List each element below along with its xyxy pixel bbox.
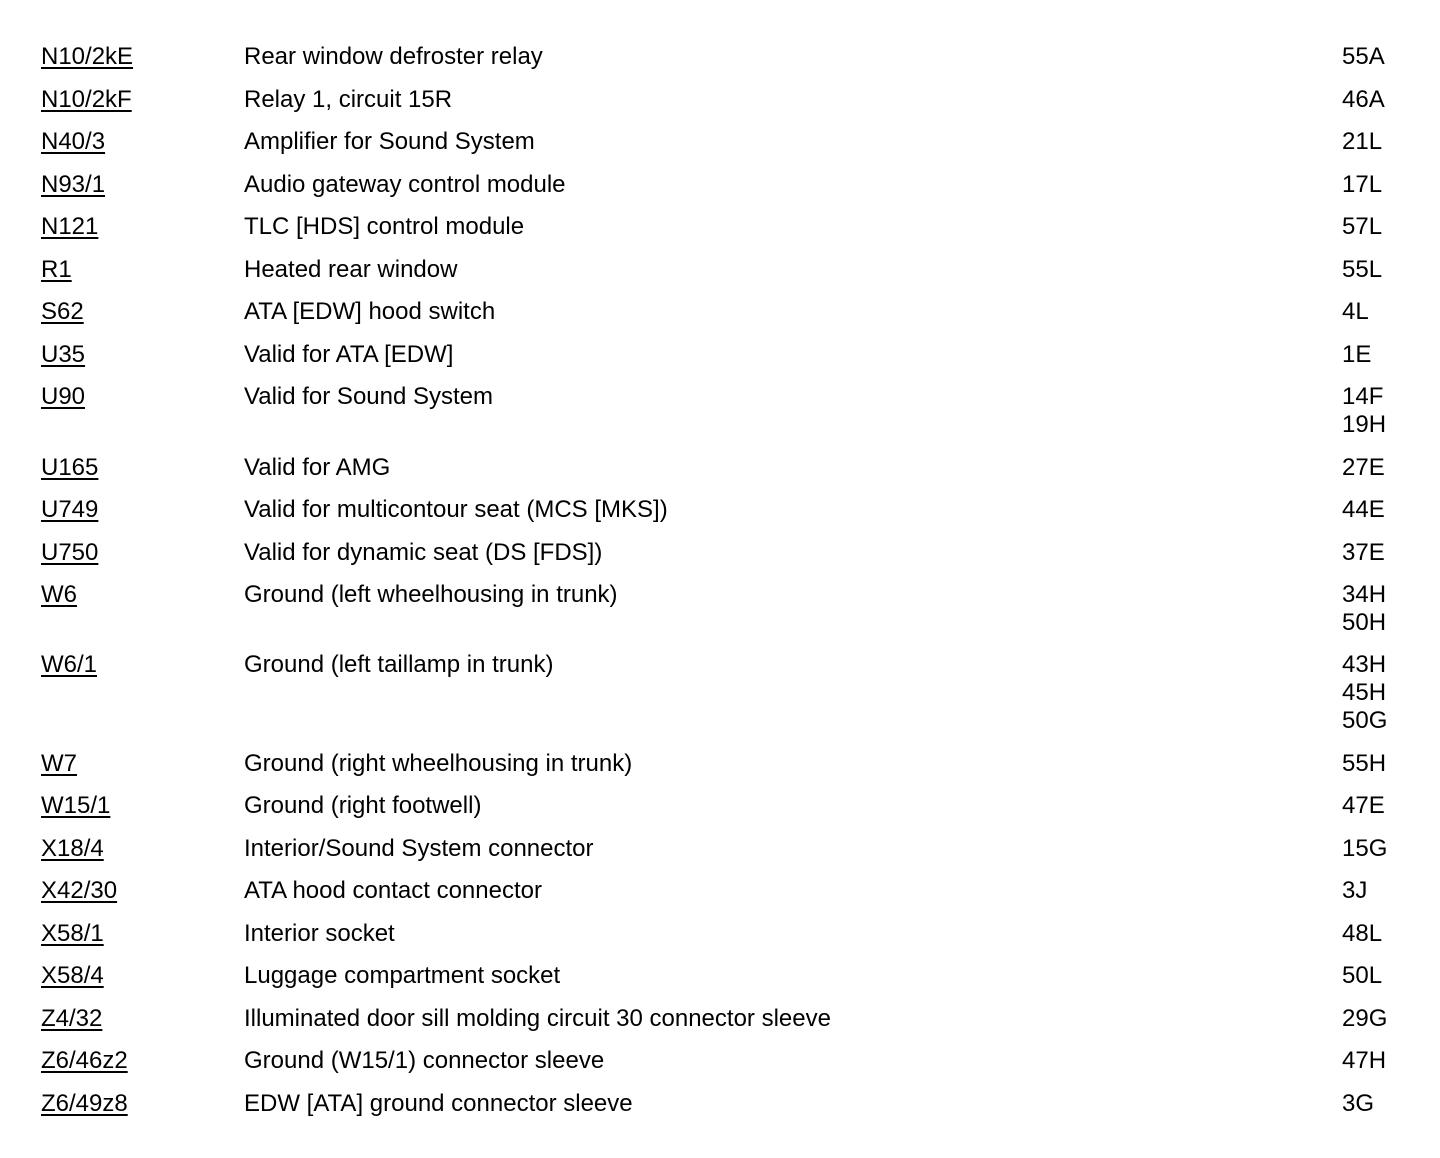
grid-reference: 21L (1342, 128, 1383, 155)
grid-references (1342, 341, 1371, 369)
grid-reference: 3J (1342, 877, 1368, 904)
grid-reference: 47E (1342, 792, 1385, 819)
component-description: Interior socket (244, 920, 395, 947)
grid-references (1342, 581, 1386, 637)
component-code-link[interactable]: U749 (41, 496, 99, 523)
component-code-link[interactable]: N10/2kF (41, 86, 132, 113)
grid-reference: 34H (1342, 581, 1387, 608)
component-description: ATA [EDW] hood switch (244, 298, 496, 325)
component-code-link[interactable]: W6 (41, 581, 77, 608)
grid-references (1342, 792, 1385, 820)
component-code-link[interactable]: U35 (41, 341, 86, 368)
component-code-link[interactable]: Z4/32 (41, 1005, 103, 1032)
component-description: Rear window defroster relay (244, 43, 543, 70)
grid-reference: 37E (1342, 539, 1385, 566)
grid-reference: 55L (1342, 256, 1383, 283)
component-code-link[interactable]: U90 (41, 383, 86, 410)
grid-references (1342, 43, 1385, 71)
grid-references (1342, 539, 1385, 567)
component-code-link[interactable]: W15/1 (41, 792, 111, 819)
component-code-link[interactable]: U165 (41, 454, 99, 481)
component-description: Valid for AMG (244, 454, 391, 481)
grid-references (1342, 171, 1382, 199)
grid-references (1342, 86, 1385, 114)
grid-references (1342, 877, 1367, 905)
grid-reference: 4L (1342, 298, 1369, 325)
component-description: Ground (W15/1) connector sleeve (244, 1047, 605, 1074)
component-description: Valid for ATA [EDW] (244, 341, 454, 368)
grid-references (1342, 1005, 1387, 1033)
component-description: Ground (left wheelhousing in trunk) (244, 581, 618, 608)
grid-reference: 15G (1342, 835, 1388, 862)
grid-references (1342, 256, 1382, 284)
component-description: Ground (left taillamp in trunk) (244, 651, 554, 678)
component-code-link[interactable]: U750 (41, 539, 99, 566)
grid-references (1342, 1047, 1386, 1075)
component-code-link[interactable]: X42/30 (41, 877, 118, 904)
grid-reference: 43H (1342, 651, 1387, 678)
grid-reference: 50G (1342, 707, 1388, 734)
grid-reference: 44E (1342, 496, 1385, 523)
grid-references (1342, 128, 1382, 156)
component-code-link[interactable]: Z6/46z2 (41, 1047, 128, 1074)
component-code-link[interactable]: N40/3 (41, 128, 106, 155)
component-description: Illuminated door sill molding circuit 30 connector sleeve (244, 1005, 831, 1032)
component-description: Interior/Sound System connector (244, 835, 594, 862)
grid-references (1342, 496, 1385, 524)
grid-reference: 48L (1342, 920, 1383, 947)
grid-references (1342, 298, 1369, 326)
component-description: Amplifier for Sound System (244, 128, 535, 155)
component-code-link[interactable]: N10/2kE (41, 43, 134, 70)
grid-reference: 19H (1342, 411, 1387, 438)
component-description: ATA hood contact connector (244, 877, 542, 904)
grid-reference: 57L (1342, 213, 1383, 240)
component-description: Valid for multicontour seat (MCS [MKS]) (244, 496, 668, 523)
component-code-link[interactable]: X58/1 (41, 920, 104, 947)
grid-references (1342, 835, 1387, 863)
component-description: Valid for dynamic seat (DS [FDS]) (244, 539, 603, 566)
grid-reference: 29G (1342, 1005, 1388, 1032)
grid-reference: 55H (1342, 750, 1387, 777)
component-code-link[interactable]: X58/4 (41, 962, 104, 989)
grid-references (1342, 1090, 1374, 1118)
grid-reference: 1E (1342, 341, 1372, 368)
component-code-link[interactable]: W7 (41, 750, 77, 777)
component-code-link[interactable]: Z6/49z8 (41, 1090, 128, 1117)
grid-reference: 46A (1342, 86, 1385, 113)
component-code-link[interactable]: W6/1 (41, 651, 98, 678)
component-description: Luggage compartment socket (244, 962, 561, 989)
grid-references (1342, 383, 1386, 439)
component-description: Ground (right footwell) (244, 792, 482, 819)
grid-references (1342, 750, 1386, 778)
grid-references (1342, 962, 1382, 990)
grid-references (1342, 651, 1387, 735)
component-description: EDW [ATA] ground connector sleeve (244, 1090, 633, 1117)
grid-reference: 14F (1342, 383, 1384, 410)
grid-references (1342, 454, 1385, 482)
component-code-link[interactable]: N93/1 (41, 171, 106, 198)
component-description: TLC [HDS] control module (244, 213, 525, 240)
component-description: Audio gateway control module (244, 171, 566, 198)
grid-reference: 50L (1342, 962, 1383, 989)
grid-reference: 3G (1342, 1090, 1375, 1117)
component-code-link[interactable]: S62 (41, 298, 84, 325)
component-description: Valid for Sound System (244, 383, 494, 410)
component-description: Ground (right wheelhousing in trunk) (244, 750, 633, 777)
component-code-link[interactable]: R1 (41, 256, 72, 283)
grid-reference: 45H (1342, 679, 1387, 706)
component-description: Relay 1, circuit 15R (244, 86, 453, 113)
grid-reference: 27E (1342, 454, 1385, 481)
grid-references (1342, 213, 1382, 241)
grid-reference: 17L (1342, 171, 1383, 198)
component-code-link[interactable]: X18/4 (41, 835, 104, 862)
component-code-link[interactable]: N121 (41, 213, 99, 240)
component-description: Heated rear window (244, 256, 458, 283)
grid-references (1342, 920, 1382, 948)
grid-reference: 47H (1342, 1047, 1387, 1074)
grid-reference: 50H (1342, 609, 1387, 636)
grid-reference: 55A (1342, 43, 1385, 70)
